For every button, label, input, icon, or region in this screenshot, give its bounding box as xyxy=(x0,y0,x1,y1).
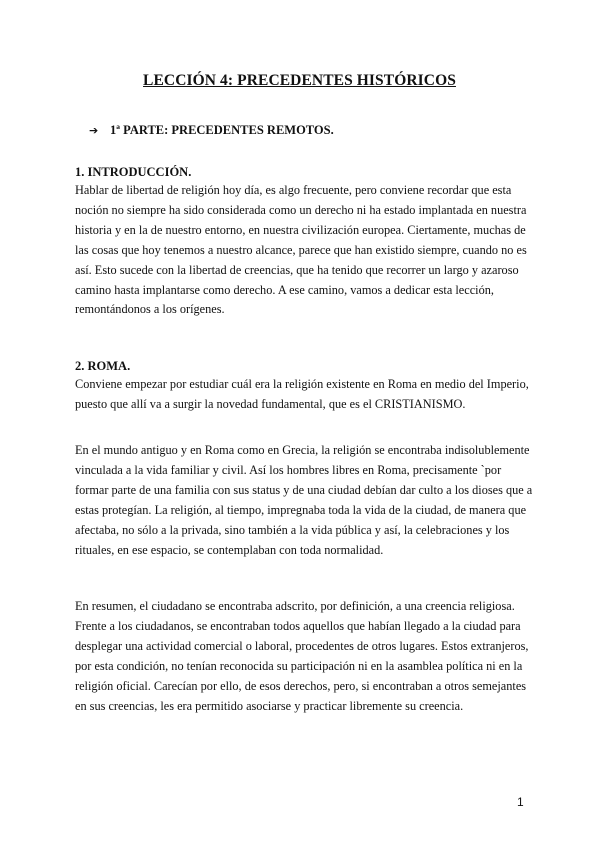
text-line: estas protegían. La religión, al tiempo, impregnaba toda la vida de la ciudad, de manera que xyxy=(75,502,527,517)
paragraph-mundo-antiguo xyxy=(75,441,535,560)
text-line: puesto que allí va a surgir la novedad fundamental, que es el CRISTIANISMO. xyxy=(75,396,466,411)
part-heading-row xyxy=(89,123,334,138)
text-line: en sus creencias, les era permitido asociarse y practicar libremente su creencia. xyxy=(75,698,464,713)
part-heading: 1ª PARTE: PRECEDENTES REMOTOS. xyxy=(110,123,334,137)
paragraph-en-resumen xyxy=(75,597,535,716)
text-line: camino hasta implantarse como derecho. A ese camino, vamos a dedicar esta lección, xyxy=(75,282,494,297)
text-line: desplegar una actividad comercial o laboral, procedentes de otros lugares. Estos extranjeros, xyxy=(75,638,529,653)
text-line: historia y en la de nuestro entorno, en nuestra civilización europea. Ciertamente, muchas de xyxy=(75,222,526,237)
section-heading: 1. INTRODUCCIÓN. xyxy=(75,165,192,179)
text-line: En resumen, el ciudadano se encontraba adscrito, por definición, a una creencia religiosa. xyxy=(75,599,515,613)
section-roma xyxy=(75,358,535,415)
text-line: En el mundo antiguo y en Roma como en Grecia, la religión se encontraba indisolublemente xyxy=(75,443,530,457)
text-line: remontándonos a los orígenes. xyxy=(75,302,225,317)
text-line: rituales, en ese espacio, se contemplaban con toda normalidad. xyxy=(75,542,384,557)
text-line: formar parte de una familia con sus status y de una ciudad debían dar culto a los dioses que a xyxy=(75,482,533,497)
section-heading: 2. ROMA. xyxy=(75,359,131,373)
text-line: noción no siempre ha sido considerada como un derecho ni ha estado implantada en nuestra xyxy=(75,202,527,217)
text-line: Hablar de libertad de religión hoy día, es algo frecuente, pero conviene recordar que esta xyxy=(75,183,512,197)
document-title: LECCIÓN 4: PRECEDENTES HISTÓRICOS xyxy=(143,72,456,89)
text-line: vinculada a la vida familiar y civil. Así los hombres libres en Roma, precisamente `por xyxy=(75,462,502,477)
text-line: por esta condición, no tenían reconocida su participación ni en la asamblea política ni en la xyxy=(75,658,523,673)
section-body xyxy=(75,181,535,320)
text-line: religión oficial. Carecían por ello, de esos derechos, pero, si encontraban a otros semejantes xyxy=(75,678,527,693)
text-line: Frente a los ciudadanos, se encontraban todos aquellos que habían llegado a la ciudad para xyxy=(75,618,521,633)
section-introduccion xyxy=(75,164,535,320)
text-line: así. Esto sucede con la libertad de creencias, que ha tenido que recorrer un largo y azaroso xyxy=(75,262,519,277)
text-line: las cosas que hoy tenemos a nuestro alcance, parece que han existido siempre, cuando no es xyxy=(75,242,527,257)
text-line: afectaba, no sólo a la privada, sino también a la vida pública y así, la celebraciones y los xyxy=(75,522,510,537)
page-number: 1 xyxy=(517,795,524,809)
text-line: Conviene empezar por estudiar cuál era la religión existente en Roma en medio del Imperio, xyxy=(75,377,529,391)
section-body xyxy=(75,375,535,415)
right-arrow-icon: ➔ xyxy=(89,124,99,137)
